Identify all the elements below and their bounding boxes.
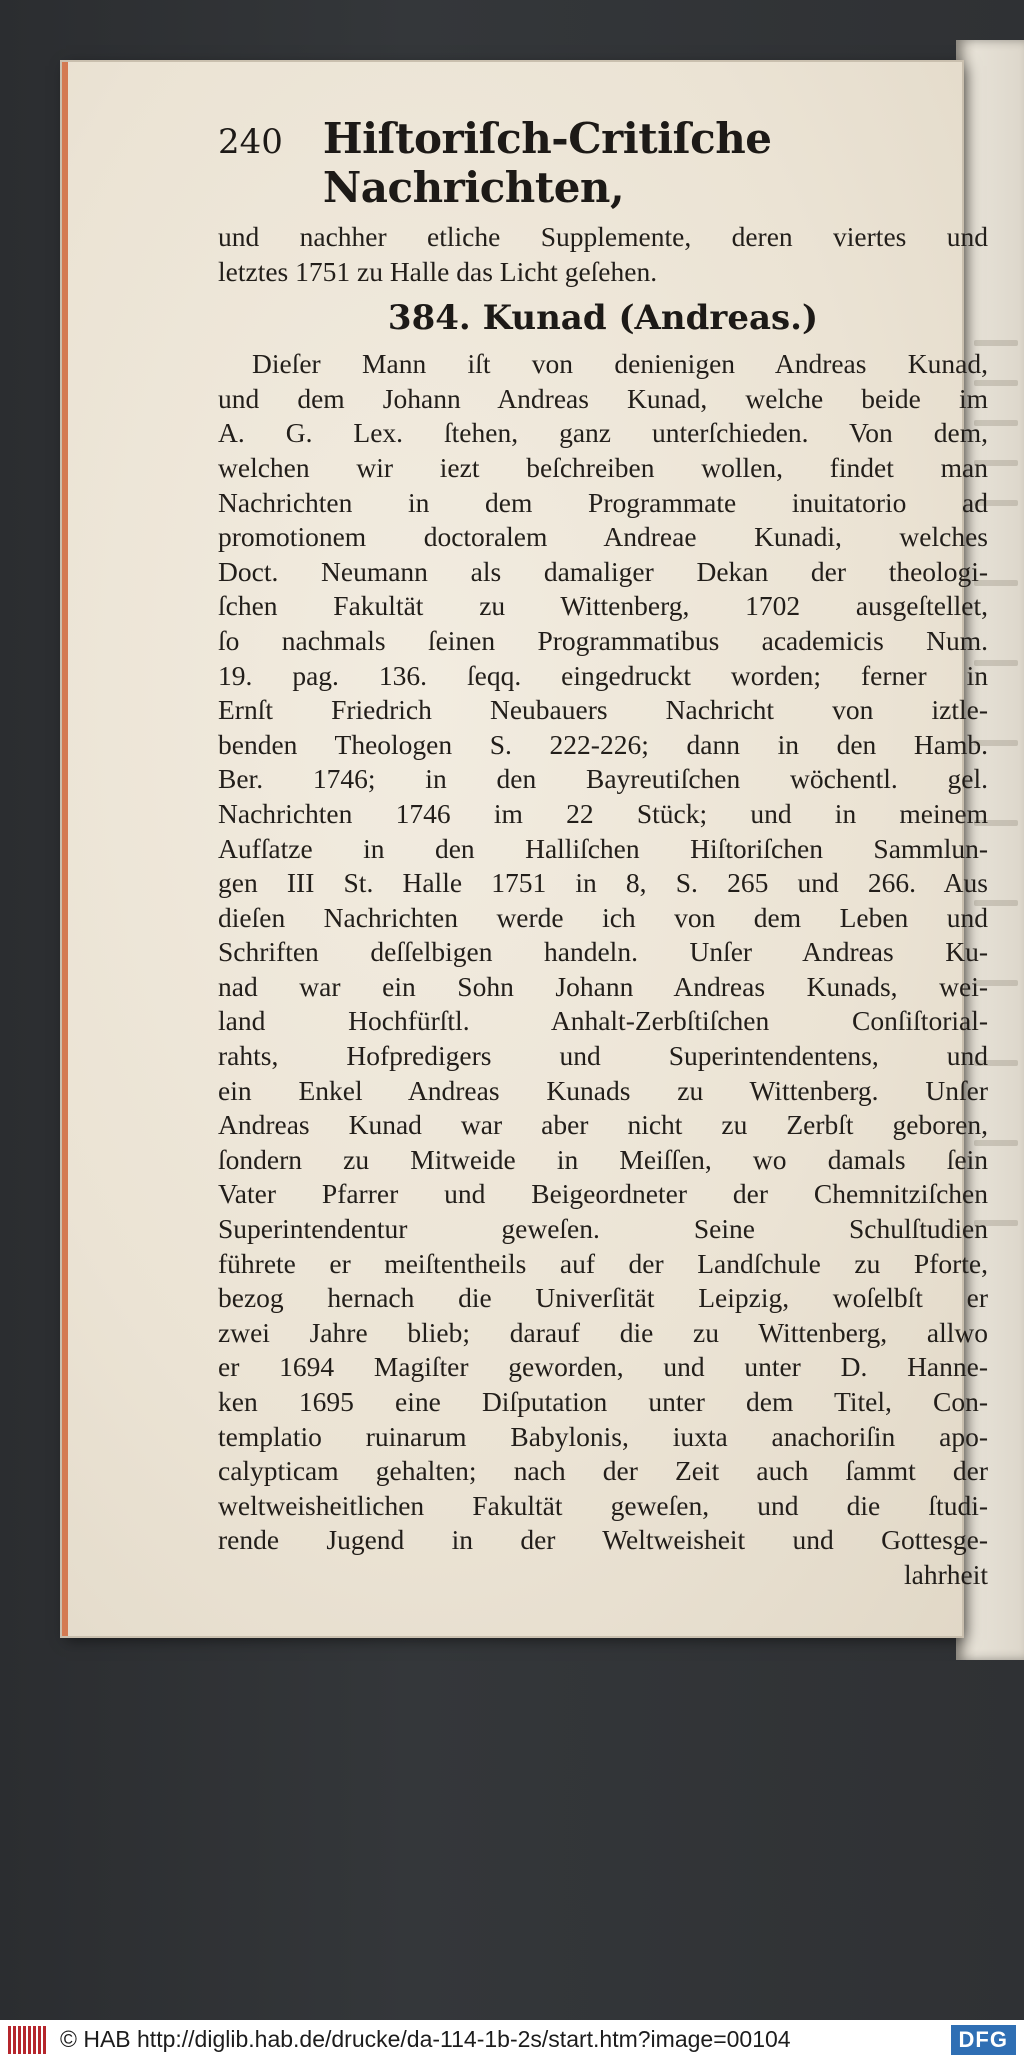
text-line: Ernſt Friedrich Neubauers Nachricht von iztle- bbox=[218, 694, 988, 726]
text-line: führete er meiſtentheils auf der Landſchule zu Pforte, bbox=[218, 1247, 988, 1279]
text-line: calypticam gehalten; nach der Zeit auch ſammt der bbox=[218, 1455, 988, 1487]
text-line: Vater Pfarrer und Beigeordneter der Chemnitziſchen bbox=[218, 1178, 988, 1210]
text-line: 19. pag. 136. ſeqq. eingedruckt worden; ferner in bbox=[218, 659, 988, 691]
text-line: Aufſatze in den Halliſchen Hiſtoriſchen Sammlun- bbox=[218, 832, 988, 864]
text-line: Superintendentur geweſen. Seine Schulſtudien bbox=[218, 1213, 988, 1245]
text-line: dieſen Nachrichten werde ich von dem Leben und bbox=[218, 901, 988, 933]
text-line: benden Theologen S. 222-226; dann in den Hamb. bbox=[218, 728, 988, 760]
text-line: ken 1695 eine Diſputation unter dem Titel, Con- bbox=[218, 1386, 988, 1417]
text-line: ſchen Fakultät zu Wittenberg, 1702 ausgeſtellet, bbox=[218, 590, 988, 622]
text-line: gen III St. Halle 1751 in 8, S. 265 und 266. Aus bbox=[218, 867, 988, 899]
text-line: welchen wir iezt beſchreiben wollen, findet man bbox=[218, 451, 988, 483]
hab-logo-icon bbox=[8, 2026, 48, 2054]
text-line: land Hochfürſtl. Anhalt-Zerbſtiſchen Conſiſtorial- bbox=[218, 1005, 988, 1037]
page-number: 240 bbox=[218, 122, 283, 162]
text-line: bezog hernach die Univerſität Leipzig, woſelbſt er bbox=[218, 1282, 988, 1314]
text-line: rahts, Hofpredigers und Superintendentens, und bbox=[218, 1040, 988, 1072]
text-line: Nachrichten 1746 im 22 Stück; und in meinem bbox=[218, 797, 988, 829]
text-line: Dieſer Mann iſt von denienigen Andreas Kunad, bbox=[252, 348, 988, 380]
dfg-logo-badge: DFG bbox=[951, 2025, 1016, 2055]
book-page bbox=[62, 62, 988, 1636]
footer-bar bbox=[0, 2020, 1024, 2059]
text-line: und nachher etliche Supplemente, deren viertes und bbox=[218, 221, 988, 252]
text-line: und dem Johann Andreas Kunad, welche beide im bbox=[218, 382, 988, 414]
catchword: lahrheit bbox=[904, 1558, 988, 1590]
text-line: Doct. Neumann als damaliger Dekan der theologi- bbox=[218, 555, 988, 587]
text-line: rende Jugend in der Weltweisheit und Gottesge- bbox=[218, 1524, 988, 1556]
page-text-block bbox=[218, 114, 988, 1593]
section-heading: 384. Kunad (Andreas.) bbox=[387, 298, 819, 339]
text-line: A. G. Lex. ſtehen, ganz unterſchieden. Von dem, bbox=[218, 417, 988, 449]
text-line: ein Enkel Andreas Kunads zu Wittenberg. Unſer bbox=[218, 1074, 988, 1106]
text-line: Andreas Kunad war aber nicht zu Zerbſt geboren, bbox=[218, 1109, 988, 1141]
text-line: ſo nachmals ſeinen Programmatibus academicis Num. bbox=[218, 624, 988, 656]
text-line: weltweisheitlichen Fakultät geweſen, und die ſtudi- bbox=[218, 1489, 988, 1521]
body-text bbox=[218, 347, 988, 1558]
footer-copyright-link[interactable]: © HAB http://diglib.hab.de/drucke/da-114-1b-2s/start.htm?image=00104 bbox=[60, 2026, 791, 2052]
text-line: templatio ruinarum Babylonis, iuxta anachoriſin apo- bbox=[218, 1420, 988, 1452]
text-line: zwei Jahre blieb; darauf die zu Wittenberg, allwo bbox=[218, 1316, 988, 1348]
text-line: er 1694 Magiſter geworden, und unter D. Hanne- bbox=[218, 1351, 988, 1383]
text-line: Nachrichten in dem Programmate inuitatorio ad bbox=[218, 486, 988, 518]
text-line: Ber. 1746; in den Bayreutiſchen wöchentl. gel. bbox=[218, 763, 988, 795]
text-line: promotionem doctoralem Andreae Kunadi, welches bbox=[218, 521, 988, 553]
running-title: Hiſtoriſch-Critiſche Nachrichten, bbox=[322, 114, 772, 212]
text-line: ſondern zu Mitweide in Meiſſen, wo damals ſein bbox=[218, 1143, 988, 1175]
text-line: Schriften deſſelbigen handeln. Unſer Andreas Ku- bbox=[218, 936, 988, 968]
text-line: nad war ein Sohn Johann Andreas Kunads, wei- bbox=[218, 970, 988, 1002]
text-line: letztes 1751 zu Halle das Licht geſehen. bbox=[218, 255, 658, 287]
page-header bbox=[218, 114, 988, 212]
